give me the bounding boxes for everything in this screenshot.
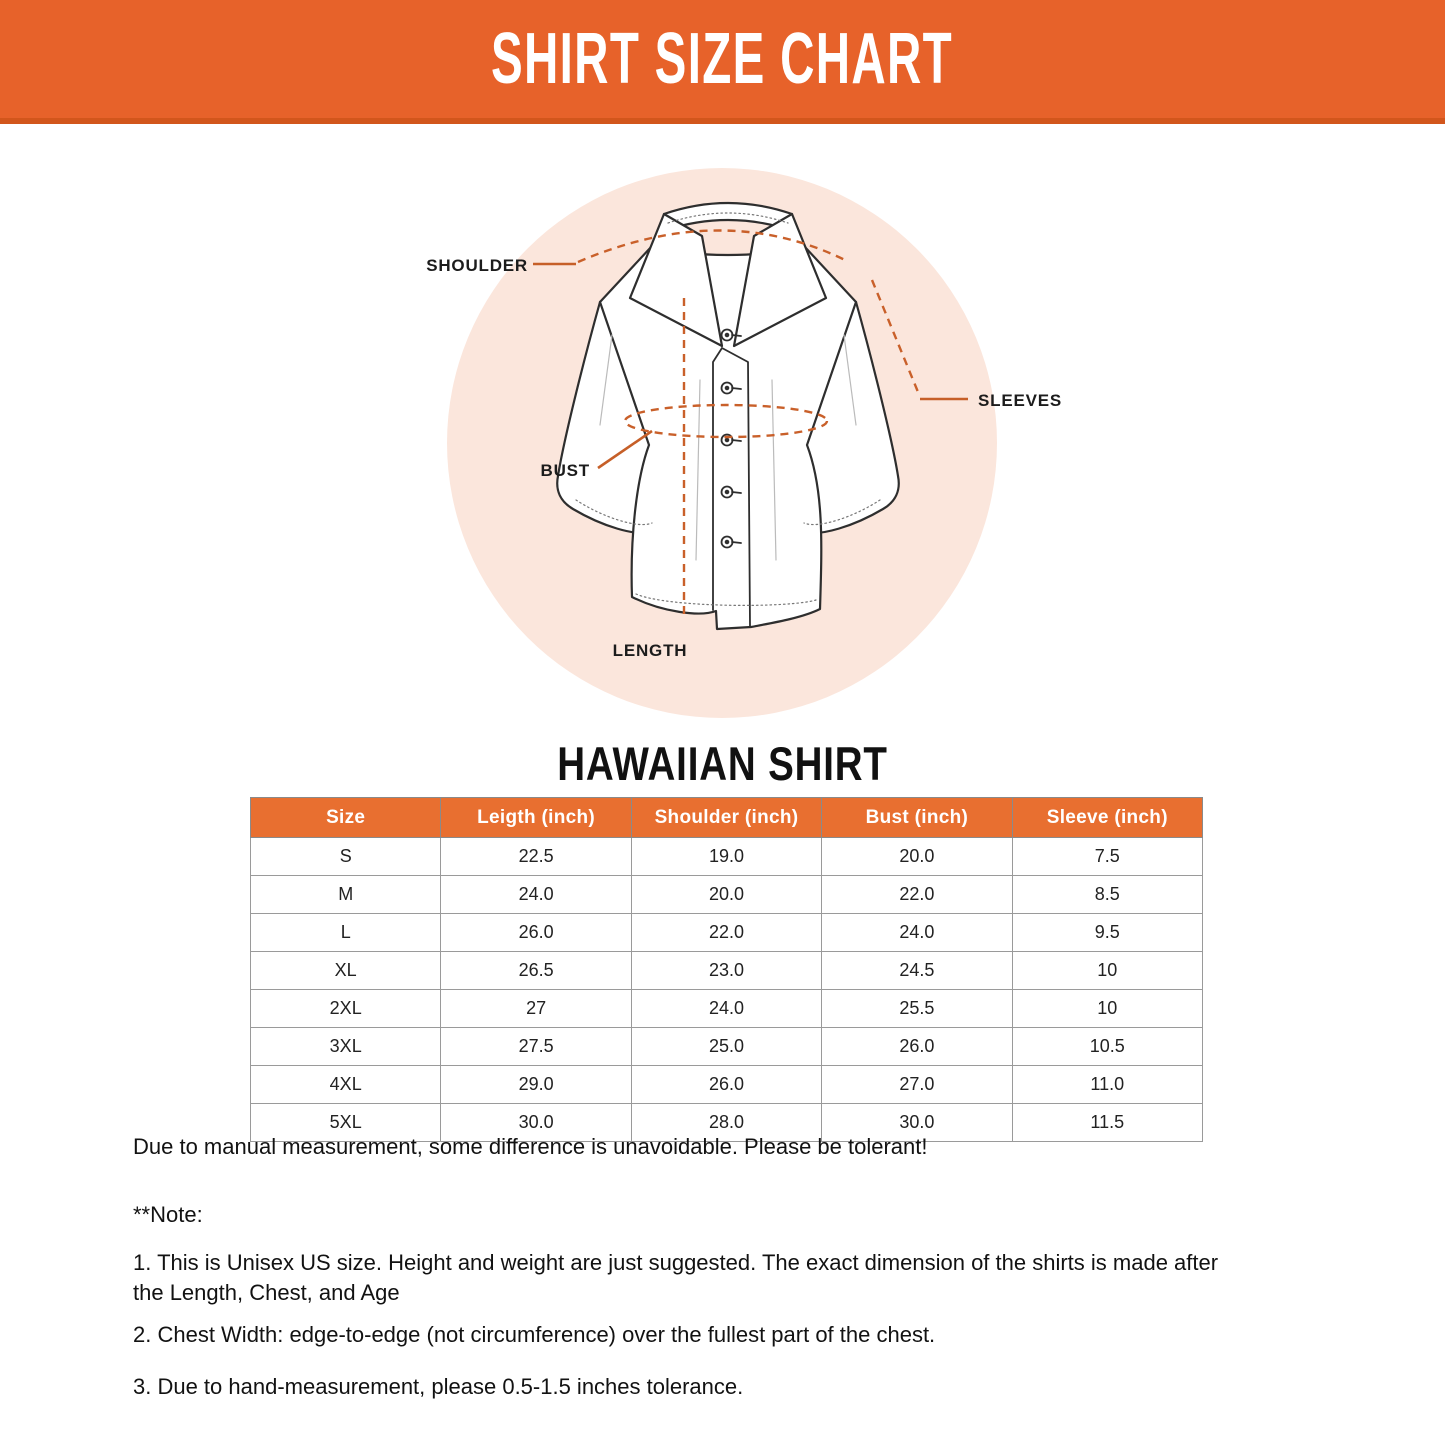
table-cell: 20.0 [822, 838, 1012, 876]
table-cell: 30.0 [822, 1104, 1012, 1142]
table-cell: 5XL [251, 1104, 441, 1142]
table-cell: 22.0 [631, 914, 821, 952]
table-cell: 26.0 [822, 1028, 1012, 1066]
notes-section [133, 1132, 1233, 1402]
table-row [251, 1028, 1203, 1066]
table-row [251, 990, 1203, 1028]
table-header-row [251, 798, 1203, 838]
table-cell: 8.5 [1012, 876, 1202, 914]
header-banner [0, 0, 1445, 124]
note-item-3: 3. Due to hand-measurement, please 0.5-1.5 inches tolerance. [133, 1374, 744, 1399]
table-cell: 24.0 [631, 990, 821, 1028]
page-title: SHIRT SIZE CHART [491, 19, 954, 99]
table-cell: 10 [1012, 952, 1202, 990]
table-cell: 22.0 [822, 876, 1012, 914]
table-cell: 28.0 [631, 1104, 821, 1142]
table-cell: 2XL [251, 990, 441, 1028]
table-cell: 19.0 [631, 838, 821, 876]
length-label: LENGTH [612, 641, 688, 660]
table-cell: 26.0 [441, 914, 631, 952]
note-item-2: 2. Chest Width: edge-to-edge (not circumference) over the fullest part of the chest. [133, 1322, 936, 1347]
tolerance-note: Due to manual measurement, some difference is unavoidable. Please be tolerant! [133, 1134, 928, 1159]
table-cell: 26.5 [441, 952, 631, 990]
table-cell: 11.0 [1012, 1066, 1202, 1104]
table-cell: 9.5 [1012, 914, 1202, 952]
table-row [251, 1066, 1203, 1104]
table-cell: 27.5 [441, 1028, 631, 1066]
note-label: **Note: [133, 1202, 203, 1227]
table-cell: 4XL [251, 1066, 441, 1104]
table-cell: 10.5 [1012, 1028, 1202, 1066]
table-cell: M [251, 876, 441, 914]
table-row [251, 838, 1203, 876]
table-cell: 10 [1012, 990, 1202, 1028]
table-row [251, 914, 1203, 952]
sleeves-label: SLEEVES [978, 391, 1063, 410]
note-item-1: 1. This is Unisex US size. Height and weight are just suggested. The exact dimension of the shirts is made after the Length, Chest, and Age [133, 1250, 1219, 1305]
shoulder-label: SHOULDER [426, 256, 528, 275]
table-cell: 11.5 [1012, 1104, 1202, 1142]
table-cell: 25.5 [822, 990, 1012, 1028]
table-cell: 7.5 [1012, 838, 1202, 876]
table-cell: S [251, 838, 441, 876]
table-cell: 24.5 [822, 952, 1012, 990]
table-cell: L [251, 914, 441, 952]
table-cell: 23.0 [631, 952, 821, 990]
column-header-length: Leigth (inch) [441, 798, 631, 838]
bust-label: BUST [540, 461, 590, 480]
section-title-wrap [0, 736, 1445, 791]
table-cell: 20.0 [631, 876, 821, 914]
table-cell: 25.0 [631, 1028, 821, 1066]
size-table [250, 797, 1203, 1142]
table-cell: 24.0 [441, 876, 631, 914]
table-cell: 26.0 [631, 1066, 821, 1104]
table-cell: 3XL [251, 1028, 441, 1066]
table-cell: 27 [441, 990, 631, 1028]
table-cell: 27.0 [822, 1066, 1012, 1104]
table-cell: XL [251, 952, 441, 990]
column-header-shoulder: Shoulder (inch) [631, 798, 821, 838]
column-header-sleeve: Sleeve (inch) [1012, 798, 1202, 838]
table-cell: 30.0 [441, 1104, 631, 1142]
table-cell: 29.0 [441, 1066, 631, 1104]
table-row [251, 952, 1203, 990]
table-row [251, 876, 1203, 914]
table-cell: 24.0 [822, 914, 1012, 952]
column-header-size: Size [251, 798, 441, 838]
column-header-bust: Bust (inch) [822, 798, 1012, 838]
section-title: HAWAIIAN SHIRT [557, 737, 888, 790]
shirt-measurement-diagram [400, 148, 1080, 748]
table-cell: 22.5 [441, 838, 631, 876]
